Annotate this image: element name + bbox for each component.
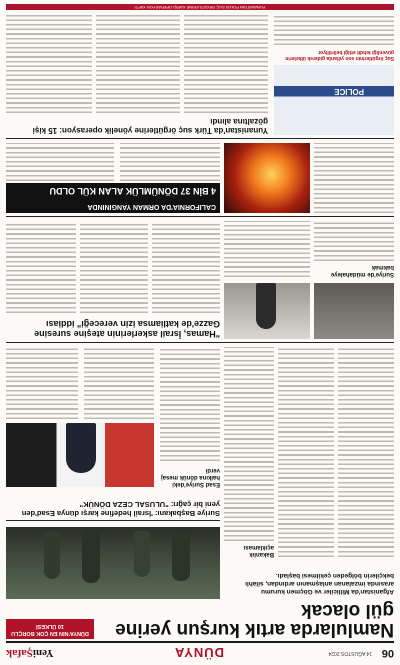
syria-column-2 (84, 347, 154, 419)
syria-column-3 (6, 347, 78, 419)
police-column-4 (274, 15, 394, 45)
syria-column-1 (160, 347, 220, 461)
lead-subhead-1: Bakanlık açıklaması (243, 544, 274, 557)
hamas-column-1 (152, 221, 220, 313)
syria-headline: Suriye Başbakanı: 'İsrail hedefine karşı dünya Esad'den yeni bir çağrı: "ULUSAL CEZA DÖNÜK" (21, 500, 220, 518)
photo-figure (82, 531, 100, 583)
syria-photo (6, 423, 154, 487)
gaza-photo (314, 283, 394, 339)
fire-box-headline: 4 BİN 37 DÖNÜMLÜK ALAN KÜL OLDU (6, 183, 220, 199)
lead-deck: Afganistan'da Milliciler ve Göçmen kurumu arasında imzalanan anlaşmanın ardından, silahlı bekçilerin bölgeden çekilmesi başladı. (245, 572, 394, 595)
divider (6, 342, 394, 343)
mid-column-1 (314, 221, 394, 261)
brand-part-a: Yeni (32, 647, 54, 659)
syria-subhead: Esad Suriye'deki halkına dönük mesaj verdi (160, 467, 220, 487)
divider (6, 216, 394, 217)
lead-photo (6, 527, 220, 599)
fire-column-2 (120, 143, 220, 181)
lead-column-1 (338, 347, 394, 557)
police-headline: Yunanistan'da Türk suç örgütlerine yönelik operasyon: 15 kişi gözaltına alındı (32, 117, 268, 135)
divider (6, 138, 394, 139)
hamas-subhead-1: Suriye'de müdahaleye bakmak (330, 264, 394, 277)
divider (6, 520, 220, 521)
hamas-column-2 (80, 221, 148, 313)
photo-figure (256, 283, 276, 329)
lead-column-3 (224, 347, 274, 541)
photo-figure (44, 531, 60, 579)
police-photo (274, 65, 394, 135)
footer-bar: YUNANİSTAN POLİSİ SUÇ ÖRGÜTLERİNE KARŞI OPERASYON YAPTI (6, 4, 394, 10)
photo-figure (66, 423, 96, 473)
section-title: DÜNYA (173, 645, 224, 660)
police-column-2 (96, 15, 180, 113)
masthead (6, 641, 394, 661)
police-column-1 (184, 15, 268, 113)
police-column-3 (6, 15, 92, 113)
fire-column-1 (314, 143, 394, 213)
lead-column-2 (278, 347, 334, 557)
detention-photo (224, 283, 310, 339)
fire-photo (224, 143, 310, 213)
lead-headline: Namlularda artık kurşun yerine gül olacak (115, 600, 394, 640)
brand-logo (6, 647, 54, 659)
lead-strap: DÜNYA'NIN EN ÇOK BORÇLU 10 ÜLKESİ (6, 619, 94, 639)
photo-figure (134, 531, 150, 577)
fire-column-3 (6, 143, 114, 181)
hamas-headline: "Hamas, İsrail askerlerinin ateşine suresine Gazze'de katliamsa izin vereceği" iddiası (34, 319, 220, 339)
photo-figure (172, 531, 190, 581)
fire-box-kicker: CALIFORNIA'DA ORMAN YANGININDA (6, 199, 220, 213)
police-label: POLICE (334, 87, 364, 96)
brand-part-b: Şafak (6, 647, 33, 659)
mid-column-2 (224, 221, 310, 277)
issue-date: 14 AĞUSTOS 2024 (328, 650, 372, 656)
hamas-column-3 (6, 221, 76, 313)
page-number: 06 (381, 647, 394, 659)
police-subhead: Suç örgütlerinin son yıllarda giderek ülkelerin güvenliği tehdit ettiği belirtiliyor (285, 49, 394, 61)
